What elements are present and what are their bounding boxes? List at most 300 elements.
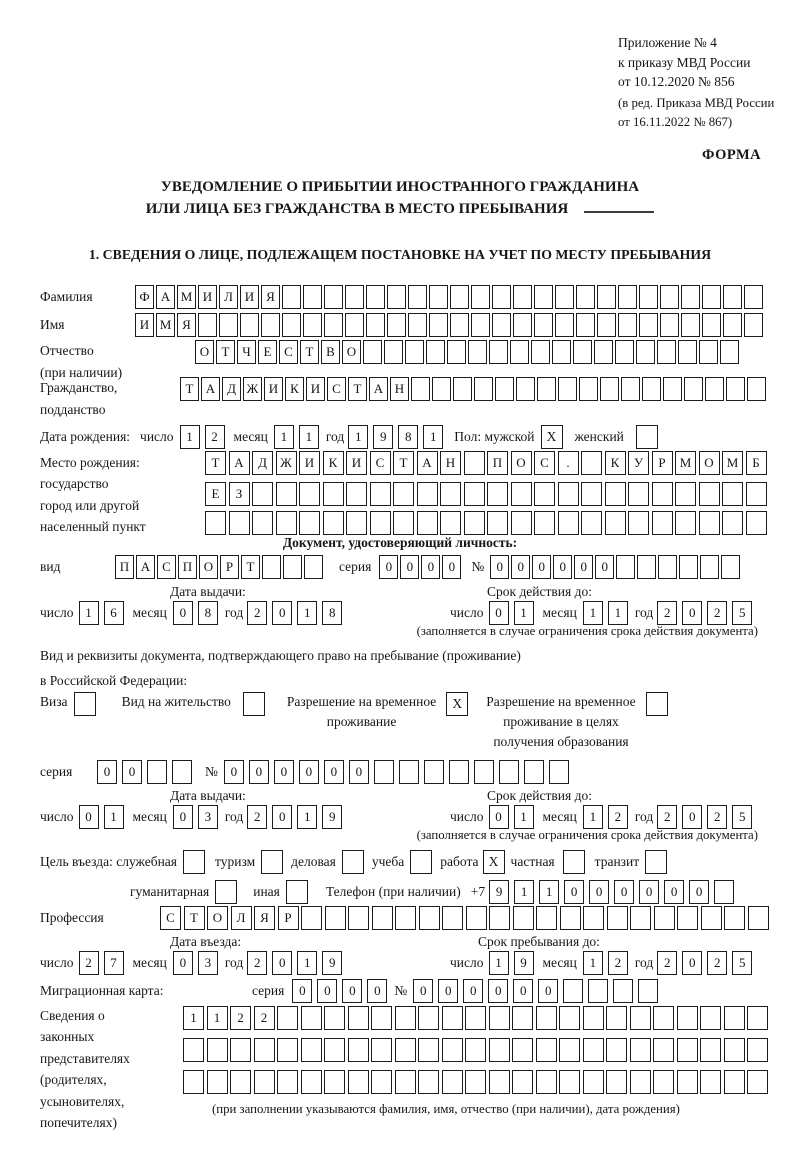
entry_year-cell-4[interactable]: 9 [322,951,342,975]
birthplace2-cell-9[interactable] [393,482,414,506]
rep_row2-cell-11[interactable] [418,1038,439,1062]
rep_row3-cell-12[interactable] [442,1070,463,1094]
birthplace1-cell-3[interactable]: Д [252,451,273,475]
name-cell-28[interactable] [702,313,721,337]
rep_row1-cell-18[interactable] [583,1006,604,1030]
name-cell-29[interactable] [723,313,742,337]
surname-cell-29[interactable] [723,285,742,309]
residence-permit-checkbox[interactable] [243,692,265,716]
birthplace1-cell-9[interactable]: Т [393,451,414,475]
stay_day-cell-1[interactable]: 1 [489,951,509,975]
res_issue_year-cell-3[interactable]: 1 [297,805,317,829]
res_valid_day-cell-2[interactable]: 1 [514,805,534,829]
birthplace1-cell-23[interactable]: М [722,451,743,475]
rep_row2-cell-1[interactable] [183,1038,204,1062]
birthplace3-cell-12[interactable] [464,511,485,535]
birthplace1-cell-22[interactable]: О [699,451,720,475]
doc_series-cell-2[interactable]: 0 [400,555,419,579]
rep_row1-cell-6[interactable] [301,1006,322,1030]
birth_day-cell-2[interactable]: 2 [205,425,225,449]
doc_type-cell-5[interactable]: О [199,555,218,579]
birthplace3-cell-1[interactable] [205,511,226,535]
doc_issue_year-cell-2[interactable]: 0 [272,601,292,625]
surname-cell-6[interactable]: И [240,285,259,309]
rep_row1-cell-14[interactable] [489,1006,510,1030]
mig_series-cell-2[interactable]: 0 [317,979,337,1003]
doc_issue_year-cell-1[interactable]: 2 [247,601,267,625]
res_series-cell-1[interactable]: 0 [97,760,117,784]
surname-cell-28[interactable] [702,285,721,309]
birthplace1-cell-14[interactable]: О [511,451,532,475]
name-cell-25[interactable] [639,313,658,337]
citizenship-cell-5[interactable]: И [264,377,283,401]
res_series-cell-4[interactable] [172,760,192,784]
profession-cell-21[interactable] [630,906,651,930]
rep_row3-cell-6[interactable] [301,1070,322,1094]
phone-cell-3[interactable]: 1 [539,880,559,904]
rep_row1-cell-9[interactable] [371,1006,392,1030]
birth_month-cell-2[interactable]: 1 [299,425,319,449]
birthplace2-cell-5[interactable] [299,482,320,506]
birthplace3-cell-3[interactable] [252,511,273,535]
rep_row3-cell-8[interactable] [348,1070,369,1094]
name-cell-21[interactable] [555,313,574,337]
name-cell-7[interactable] [261,313,280,337]
res_series-cell-3[interactable] [147,760,167,784]
res_issue_month-cell-2[interactable]: 3 [198,805,218,829]
name-cell-5[interactable] [219,313,238,337]
purpose-business-checkbox[interactable] [342,850,364,874]
profession-cell-20[interactable] [607,906,628,930]
doc_number-cell-3[interactable]: 0 [532,555,551,579]
birthplace1-cell-4[interactable]: Ж [276,451,297,475]
rep_row2-cell-18[interactable] [583,1038,604,1062]
doc_type-cell-6[interactable]: Р [220,555,239,579]
patronymic-cell-25[interactable] [699,340,718,364]
purpose-humanitarian-checkbox[interactable] [215,880,237,904]
rep_row2-cell-7[interactable] [324,1038,345,1062]
entry_month-cell-1[interactable]: 0 [173,951,193,975]
profession-cell-17[interactable] [536,906,557,930]
rep_row3-cell-15[interactable] [512,1070,533,1094]
name-cell-22[interactable] [576,313,595,337]
doc_type-cell-9[interactable] [283,555,302,579]
rep_row2-cell-12[interactable] [442,1038,463,1062]
doc_series-cell-3[interactable]: 0 [421,555,440,579]
rep_row3-cell-1[interactable] [183,1070,204,1094]
res_number-cell-8[interactable] [399,760,419,784]
stay_year-cell-2[interactable]: 0 [682,951,702,975]
rep_row3-cell-5[interactable] [277,1070,298,1094]
citizenship-cell-8[interactable]: С [327,377,346,401]
rep_row1-cell-25[interactable] [747,1006,768,1030]
citizenship-cell-9[interactable]: Т [348,377,367,401]
phone-cell-7[interactable]: 0 [639,880,659,904]
surname-cell-5[interactable]: Л [219,285,238,309]
purpose-tourism-checkbox[interactable] [261,850,283,874]
name-cell-19[interactable] [513,313,532,337]
surname-cell-23[interactable] [597,285,616,309]
patronymic-cell-11[interactable] [405,340,424,364]
mig_series-cell-1[interactable]: 0 [292,979,312,1003]
doc_issue_month-cell-1[interactable]: 0 [173,601,193,625]
birthplace3-cell-19[interactable] [628,511,649,535]
surname-cell-1[interactable]: Ф [135,285,154,309]
rep_row3-cell-11[interactable] [418,1070,439,1094]
citizenship-cell-28[interactable] [747,377,766,401]
patronymic-cell-14[interactable] [468,340,487,364]
birthplace2-cell-6[interactable] [323,482,344,506]
birthplace3-cell-5[interactable] [299,511,320,535]
rep_row3-cell-2[interactable] [207,1070,228,1094]
doc_number-cell-8[interactable] [637,555,656,579]
surname-cell-8[interactable] [282,285,301,309]
res_issue_day-cell-2[interactable]: 1 [104,805,124,829]
patronymic-cell-1[interactable]: О [195,340,214,364]
rep_row1-cell-13[interactable] [465,1006,486,1030]
name-cell-16[interactable] [450,313,469,337]
res_valid_year-cell-4[interactable]: 5 [732,805,752,829]
citizenship-cell-7[interactable]: И [306,377,325,401]
birthplace2-cell-1[interactable]: Е [205,482,226,506]
patronymic-cell-19[interactable] [573,340,592,364]
res_number-cell-13[interactable] [524,760,544,784]
patronymic-cell-2[interactable]: Т [216,340,235,364]
birth_year-cell-3[interactable]: 8 [398,425,418,449]
profession-cell-16[interactable] [513,906,534,930]
rep_row2-cell-3[interactable] [230,1038,251,1062]
birthplace1-cell-19[interactable]: У [628,451,649,475]
birthplace2-cell-20[interactable] [652,482,673,506]
phone-cell-1[interactable]: 9 [489,880,509,904]
res_issue_year-cell-4[interactable]: 9 [322,805,342,829]
temp-residence-checkbox[interactable]: X [446,692,468,716]
doc_type-cell-1[interactable]: П [115,555,134,579]
citizenship-cell-15[interactable] [474,377,493,401]
name-cell-17[interactable] [471,313,490,337]
rep_row1-cell-5[interactable] [277,1006,298,1030]
phone-cell-8[interactable]: 0 [664,880,684,904]
rep_row1-cell-10[interactable] [395,1006,416,1030]
name-cell-4[interactable] [198,313,217,337]
sex-male-checkbox[interactable]: X [541,425,563,449]
birthplace3-cell-7[interactable] [346,511,367,535]
rep_row1-cell-24[interactable] [724,1006,745,1030]
mig_number-cell-3[interactable]: 0 [463,979,483,1003]
mig_number-cell-9[interactable] [613,979,633,1003]
birth_year-cell-1[interactable]: 1 [348,425,368,449]
birthplace1-cell-1[interactable]: Т [205,451,226,475]
citizenship-cell-6[interactable]: К [285,377,304,401]
patronymic-cell-18[interactable] [552,340,571,364]
birthplace3-cell-17[interactable] [581,511,602,535]
name-cell-1[interactable]: И [135,313,154,337]
rep_row2-cell-25[interactable] [747,1038,768,1062]
surname-cell-11[interactable] [345,285,364,309]
rep_row3-cell-25[interactable] [747,1070,768,1094]
rep_row2-cell-6[interactable] [301,1038,322,1062]
phone-cell-9[interactable]: 0 [689,880,709,904]
patronymic-cell-17[interactable] [531,340,550,364]
birth_day-cell-1[interactable]: 1 [180,425,200,449]
profession-cell-4[interactable]: Л [231,906,252,930]
name-cell-23[interactable] [597,313,616,337]
birthplace3-cell-2[interactable] [229,511,250,535]
phone-cell-10[interactable] [714,880,734,904]
birthplace1-cell-5[interactable]: И [299,451,320,475]
doc_valid_year-cell-4[interactable]: 5 [732,601,752,625]
rep_row2-cell-23[interactable] [700,1038,721,1062]
res_number-cell-14[interactable] [549,760,569,784]
rep_row3-cell-4[interactable] [254,1070,275,1094]
profession-cell-23[interactable] [677,906,698,930]
citizenship-cell-13[interactable] [432,377,451,401]
birthplace2-cell-7[interactable] [346,482,367,506]
rep_row3-cell-21[interactable] [653,1070,674,1094]
birthplace1-cell-18[interactable]: К [605,451,626,475]
name-cell-26[interactable] [660,313,679,337]
birthplace3-cell-11[interactable] [440,511,461,535]
birthplace3-cell-21[interactable] [675,511,696,535]
citizenship-cell-14[interactable] [453,377,472,401]
patronymic-cell-6[interactable]: Т [300,340,319,364]
patronymic-cell-3[interactable]: Ч [237,340,256,364]
birthplace3-cell-24[interactable] [746,511,767,535]
birthplace1-cell-20[interactable]: Р [652,451,673,475]
doc_valid_year-cell-3[interactable]: 2 [707,601,727,625]
profession-cell-18[interactable] [560,906,581,930]
mig_number-cell-1[interactable]: 0 [413,979,433,1003]
birthplace3-cell-14[interactable] [511,511,532,535]
birth_month-cell-1[interactable]: 1 [274,425,294,449]
res_valid_year-cell-2[interactable]: 0 [682,805,702,829]
birthplace1-cell-2[interactable]: А [229,451,250,475]
res_number-cell-6[interactable]: 0 [349,760,369,784]
birthplace2-cell-23[interactable] [722,482,743,506]
citizenship-cell-16[interactable] [495,377,514,401]
rep_row1-cell-22[interactable] [677,1006,698,1030]
citizenship-cell-24[interactable] [663,377,682,401]
doc_number-cell-9[interactable] [658,555,677,579]
profession-cell-24[interactable] [701,906,722,930]
stay_year-cell-3[interactable]: 2 [707,951,727,975]
birthplace1-cell-6[interactable]: К [323,451,344,475]
doc_type-cell-10[interactable] [304,555,323,579]
res_number-cell-2[interactable]: 0 [249,760,269,784]
rep_row1-cell-3[interactable]: 2 [230,1006,251,1030]
surname-cell-13[interactable] [387,285,406,309]
birth_year-cell-2[interactable]: 9 [373,425,393,449]
name-cell-10[interactable] [324,313,343,337]
res_issue_year-cell-1[interactable]: 2 [247,805,267,829]
birthplace3-cell-20[interactable] [652,511,673,535]
name-cell-18[interactable] [492,313,511,337]
profession-cell-12[interactable] [419,906,440,930]
name-cell-15[interactable] [429,313,448,337]
citizenship-cell-10[interactable]: А [369,377,388,401]
birthplace2-cell-16[interactable] [558,482,579,506]
profession-cell-26[interactable] [748,906,769,930]
rep_row1-cell-1[interactable]: 1 [183,1006,204,1030]
rep_row3-cell-23[interactable] [700,1070,721,1094]
profession-cell-6[interactable]: Р [278,906,299,930]
purpose-transit-checkbox[interactable] [645,850,667,874]
birthplace1-cell-10[interactable]: А [417,451,438,475]
purpose-study-checkbox[interactable] [410,850,432,874]
rep_row2-cell-19[interactable] [606,1038,627,1062]
entry_year-cell-1[interactable]: 2 [247,951,267,975]
rep_row2-cell-4[interactable] [254,1038,275,1062]
patronymic-cell-24[interactable] [678,340,697,364]
res_number-cell-10[interactable] [449,760,469,784]
surname-cell-7[interactable]: Я [261,285,280,309]
name-cell-13[interactable] [387,313,406,337]
citizenship-cell-12[interactable] [411,377,430,401]
surname-cell-2[interactable]: А [156,285,175,309]
birthplace2-cell-3[interactable] [252,482,273,506]
phone-cell-5[interactable]: 0 [589,880,609,904]
rep_row3-cell-16[interactable] [536,1070,557,1094]
birthplace2-cell-15[interactable] [534,482,555,506]
citizenship-cell-25[interactable] [684,377,703,401]
doc_valid_year-cell-2[interactable]: 0 [682,601,702,625]
rep_row3-cell-18[interactable] [583,1070,604,1094]
phone-cell-2[interactable]: 1 [514,880,534,904]
mig_number-cell-8[interactable] [588,979,608,1003]
rep_row3-cell-19[interactable] [606,1070,627,1094]
name-cell-8[interactable] [282,313,301,337]
birthplace3-cell-13[interactable] [487,511,508,535]
purpose-private-checkbox[interactable] [563,850,585,874]
purpose-official-checkbox[interactable] [183,850,205,874]
profession-cell-14[interactable] [466,906,487,930]
name-cell-9[interactable] [303,313,322,337]
rep_row3-cell-17[interactable] [559,1070,580,1094]
citizenship-cell-1[interactable]: Т [180,377,199,401]
res_number-cell-5[interactable]: 0 [324,760,344,784]
citizenship-cell-26[interactable] [705,377,724,401]
patronymic-cell-16[interactable] [510,340,529,364]
mig_number-cell-5[interactable]: 0 [513,979,533,1003]
patronymic-cell-21[interactable] [615,340,634,364]
surname-cell-12[interactable] [366,285,385,309]
doc_number-cell-2[interactable]: 0 [511,555,530,579]
birthplace2-cell-8[interactable] [370,482,391,506]
rep_row2-cell-17[interactable] [559,1038,580,1062]
doc_valid_month-cell-1[interactable]: 1 [583,601,603,625]
patronymic-cell-8[interactable]: О [342,340,361,364]
birthplace1-cell-7[interactable]: И [346,451,367,475]
doc_number-cell-12[interactable] [721,555,740,579]
birthplace3-cell-23[interactable] [722,511,743,535]
citizenship-cell-11[interactable]: Н [390,377,409,401]
birthplace1-cell-11[interactable]: Н [440,451,461,475]
citizenship-cell-17[interactable] [516,377,535,401]
birthplace2-cell-17[interactable] [581,482,602,506]
doc_type-cell-3[interactable]: С [157,555,176,579]
profession-cell-2[interactable]: Т [184,906,205,930]
profession-cell-8[interactable] [325,906,346,930]
rep_row3-cell-13[interactable] [465,1070,486,1094]
surname-cell-19[interactable] [513,285,532,309]
doc_valid_month-cell-2[interactable]: 1 [608,601,628,625]
rep_row3-cell-20[interactable] [630,1070,651,1094]
patronymic-cell-26[interactable] [720,340,739,364]
mig_number-cell-4[interactable]: 0 [488,979,508,1003]
res_number-cell-7[interactable] [374,760,394,784]
surname-cell-14[interactable] [408,285,427,309]
surname-cell-9[interactable] [303,285,322,309]
rep_row2-cell-13[interactable] [465,1038,486,1062]
mig_number-cell-7[interactable] [563,979,583,1003]
name-cell-14[interactable] [408,313,427,337]
birthplace2-cell-4[interactable] [276,482,297,506]
patronymic-cell-22[interactable] [636,340,655,364]
name-cell-24[interactable] [618,313,637,337]
surname-cell-15[interactable] [429,285,448,309]
rep_row2-cell-15[interactable] [512,1038,533,1062]
rep_row1-cell-21[interactable] [653,1006,674,1030]
doc_type-cell-7[interactable]: Т [241,555,260,579]
mig_series-cell-4[interactable]: 0 [367,979,387,1003]
profession-cell-5[interactable]: Я [254,906,275,930]
mig_number-cell-2[interactable]: 0 [438,979,458,1003]
res_issue_month-cell-1[interactable]: 0 [173,805,193,829]
birthplace3-cell-15[interactable] [534,511,555,535]
purpose-other-checkbox[interactable] [286,880,308,904]
birthplace2-cell-10[interactable] [417,482,438,506]
doc_type-cell-4[interactable]: П [178,555,197,579]
rep_row3-cell-24[interactable] [724,1070,745,1094]
citizenship-cell-4[interactable]: Ж [243,377,262,401]
birthplace1-cell-15[interactable]: С [534,451,555,475]
doc_number-cell-11[interactable] [700,555,719,579]
rep_row2-cell-21[interactable] [653,1038,674,1062]
name-cell-27[interactable] [681,313,700,337]
res_issue_day-cell-1[interactable]: 0 [79,805,99,829]
stay_month-cell-1[interactable]: 1 [583,951,603,975]
rep_row1-cell-8[interactable] [348,1006,369,1030]
doc_type-cell-2[interactable]: А [136,555,155,579]
citizenship-cell-2[interactable]: А [201,377,220,401]
birthplace3-cell-8[interactable] [370,511,391,535]
doc_series-cell-1[interactable]: 0 [379,555,398,579]
profession-cell-22[interactable] [654,906,675,930]
profession-cell-25[interactable] [724,906,745,930]
birthplace3-cell-4[interactable] [276,511,297,535]
doc_issue_month-cell-2[interactable]: 8 [198,601,218,625]
rep_row2-cell-24[interactable] [724,1038,745,1062]
rep_row2-cell-22[interactable] [677,1038,698,1062]
doc_number-cell-10[interactable] [679,555,698,579]
rep_row2-cell-16[interactable] [536,1038,557,1062]
entry_year-cell-2[interactable]: 0 [272,951,292,975]
citizenship-cell-27[interactable] [726,377,745,401]
citizenship-cell-18[interactable] [537,377,556,401]
res_issue_year-cell-2[interactable]: 0 [272,805,292,829]
rep_row3-cell-7[interactable] [324,1070,345,1094]
birthplace1-cell-24[interactable]: Б [746,451,767,475]
name-cell-20[interactable] [534,313,553,337]
entry_year-cell-3[interactable]: 1 [297,951,317,975]
rep_row2-cell-10[interactable] [395,1038,416,1062]
birthplace3-cell-18[interactable] [605,511,626,535]
res_number-cell-1[interactable]: 0 [224,760,244,784]
doc_number-cell-5[interactable]: 0 [574,555,593,579]
res_number-cell-3[interactable]: 0 [274,760,294,784]
mig_number-cell-10[interactable] [638,979,658,1003]
doc_number-cell-6[interactable]: 0 [595,555,614,579]
